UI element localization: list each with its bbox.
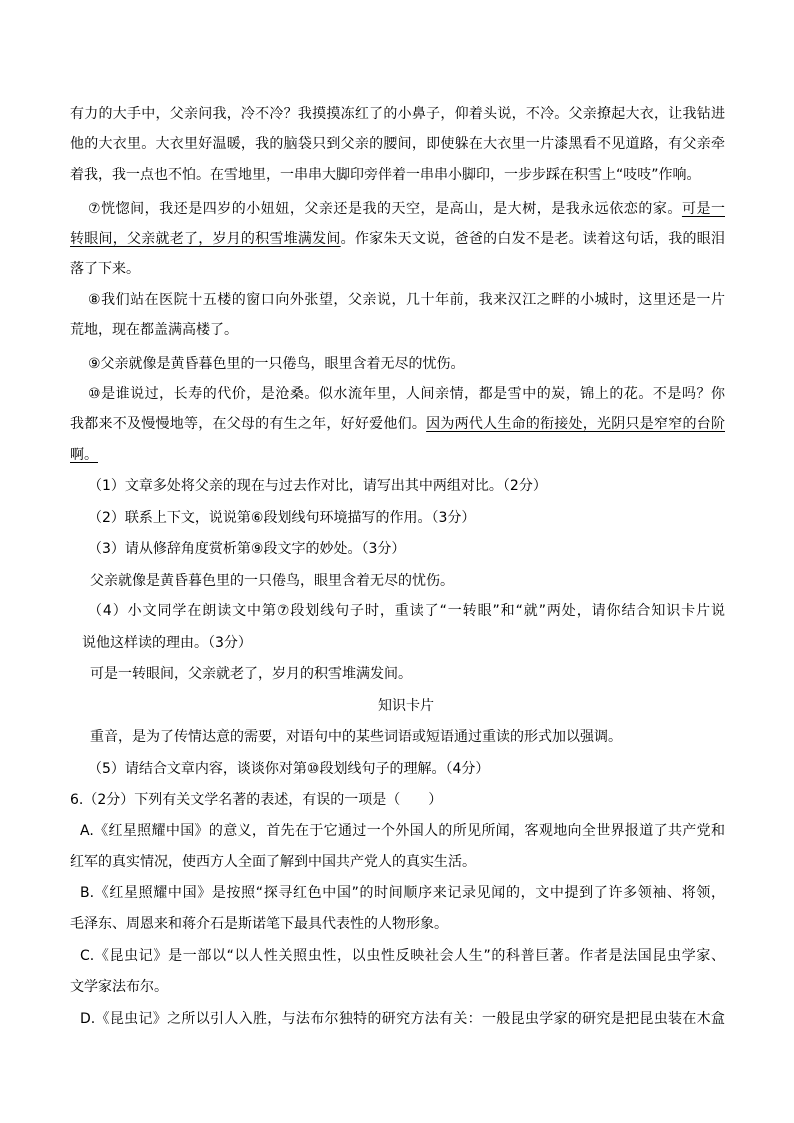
text-line (70, 229, 725, 249)
text-segment: （5）请结合文章内容，谈谈你对第⑩段划线句子的理解。（4分） (88, 761, 490, 777)
text-line (70, 134, 725, 154)
text-line (70, 445, 98, 465)
text-segment: 我都来不及慢慢地等，在父母的有生之年，好好爱他们。 (70, 416, 427, 432)
text-segment: （1）文章多处将父亲的现在与过去作对比，请写出其中两组对比。（2分） (88, 478, 547, 494)
question-6-stem (70, 790, 442, 810)
text-line (88, 476, 547, 496)
text-segment: 着我，我一点也不怕。在雪地里，一串串大脚印旁伴着一串串小脚印，一步步踩在积雪上“吱吱”作响。 (70, 167, 701, 183)
text-segment: A.《红星照耀中国》的意义，首先在于它通过一个外国人的所见所闻，客观地向全世界报道了共产党和 (80, 823, 725, 839)
underlined-sentence: 啊。 (70, 447, 98, 463)
text-segment: 他的大衣里。大衣里好温暖，我的脑袋只到父亲的腰间，即使躲在大衣里一片漆黑看不见道路，有父亲牵 (70, 136, 725, 152)
text-segment: 红军的真实情况，使西方人全面了解到中国共产党人的真实生活。 (70, 854, 476, 870)
text-segment: 重音，是为了传情达意的需要，对语句中的某些词语或短语通过重读的形式加以强调。 (90, 729, 622, 745)
text-line (70, 104, 725, 124)
text-line (90, 664, 412, 684)
text-segment: 落了下来。 (70, 261, 140, 277)
text-segment: ⑩是谁说过，长寿的代价，是沧桑。似水流年里，人间亲情，都是雪中的炭，锦上的花。不是吗？你 (88, 386, 725, 402)
text-line (88, 290, 725, 310)
text-line (88, 508, 475, 528)
text-line (70, 414, 725, 434)
text-line (88, 354, 465, 374)
text-segment: （2）联系上下文，说说第⑥段划线句环境描写的作用。（3分） (88, 510, 476, 526)
text-segment: ⑧我们站在医院十五楼的窗口向外张望，父亲说，几十年前，我来汉江之畔的小城时，这里还是一片 (88, 292, 725, 308)
option-d (80, 1009, 725, 1029)
underlined-sentence: 可是一 (681, 201, 725, 217)
text-segment: 毛泽东、周恩来和蒋介石是斯诺笔下最具代表性的人物形象。 (70, 916, 448, 932)
text-line (70, 977, 168, 997)
option-a (80, 821, 725, 841)
text-line (88, 601, 725, 621)
text-segment: B.《红星照耀中国》是按照“探寻红色中国”的时间顺序来记录见闻的，文中提到了许多领袖、将领， (80, 885, 725, 901)
text-line (70, 259, 140, 279)
text-line (70, 852, 476, 872)
underlined-sentence: 转眼间，父亲就老了，岁月的积雪堆满发间 (70, 231, 341, 247)
text-line (70, 320, 238, 340)
option-b (80, 883, 725, 903)
text-segment: 有力的大手中，父亲问我，冷不冷？我摸摸冻红了的小鼻子，仰着头说，不冷。父亲撩起大衣，让我钻进 (70, 106, 725, 122)
option-c (80, 946, 725, 966)
text-line (70, 165, 725, 185)
text-segment: 可是一转眼间，父亲就老了，岁月的积雪堆满发间。 (90, 666, 412, 682)
text-segment: 父亲就像是黄昏暮色里的一只倦鸟，眼里含着无尽的忧伤。 (90, 573, 454, 589)
text-segment: ⑦恍惚间，我还是四岁的小妞妞，父亲还是我的天空，是高山，是大树，是我永远依恋的家。 (88, 201, 682, 217)
text-segment: D.《昆虫记》之所以引人入胜，与法布尔独特的研究方法有关：一般昆虫学家的研究是把昆虫装在木盒 (80, 1011, 725, 1027)
text-line (88, 199, 725, 219)
text-line (70, 914, 448, 934)
text-segment: ⑨父亲就像是黄昏暮色里的一只倦鸟，眼里含着无尽的忧伤。 (88, 356, 465, 372)
text-segment: （3）请从修辞角度赏析第⑨段文字的妙处。（3分） (88, 541, 406, 557)
text-segment: 6.（2分）下列有关文学名著的表述，有误的一项是（ ） (70, 792, 443, 808)
knowledge-card-title (378, 696, 434, 716)
text-line (88, 539, 405, 559)
text-segment: 荒地，现在都盖满高楼了。 (70, 322, 238, 338)
text-line (90, 727, 622, 747)
text-segment: 文学家法布尔。 (70, 979, 168, 995)
underlined-sentence: 因为两代人生命的衔接处，光阴只是窄窄的台阶 (426, 416, 725, 432)
text-line (88, 759, 489, 779)
text-segment: 。作家朱天文说，爸爸的白发不是老。读着这句话，我的眼泪 (340, 231, 726, 247)
text-line (90, 571, 454, 591)
text-segment: 说他这样读的理由。（3分） (82, 635, 252, 651)
text-segment: C.《昆虫记》是一部以“以人性关照虫性，以虫性反映社会人生”的科普巨著。作者是法国昆虫学家、 (80, 948, 725, 964)
text-segment: （4）小文同学在朗读文中第⑦段划线句子时，重读了“一转眼”和“就”两处，请你结合知识卡片说 (88, 603, 725, 619)
text-segment: 知识卡片 (378, 698, 434, 714)
text-line (82, 633, 252, 653)
text-line (88, 384, 725, 404)
